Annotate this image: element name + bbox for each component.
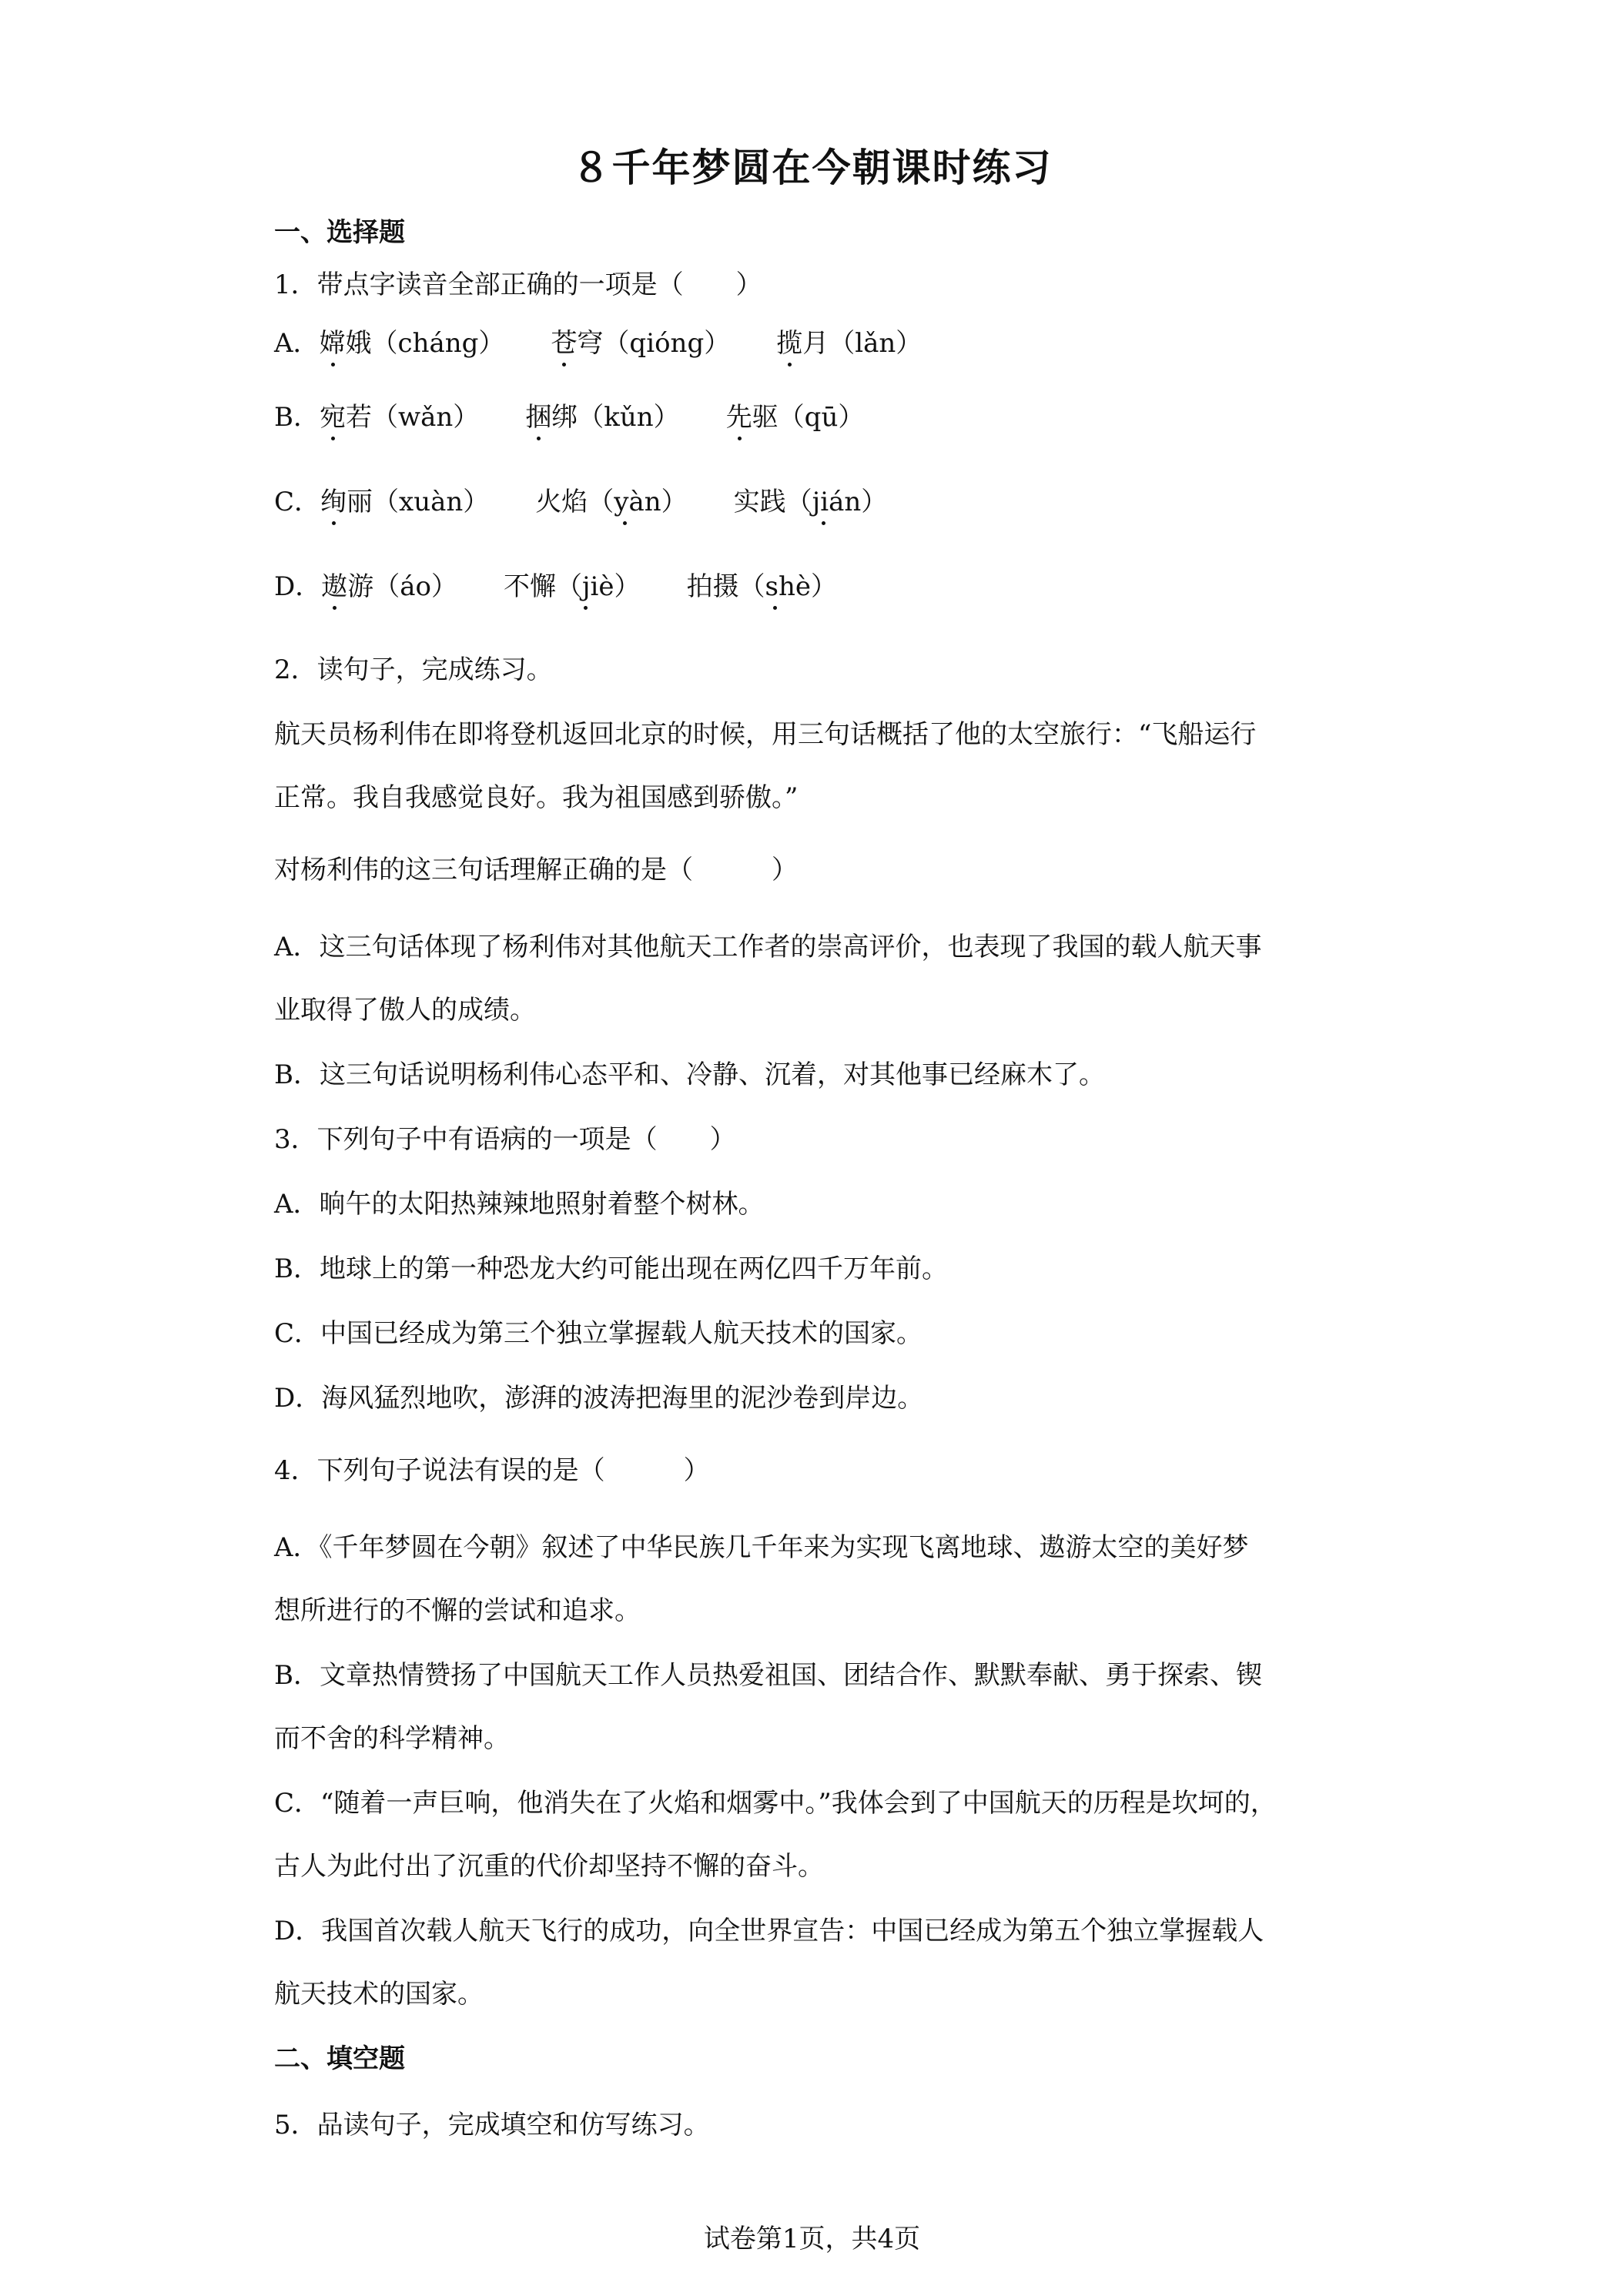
question-1-option-a: A．嫦娥（cháng） 苍穹（qióng） 揽月（lǎn） [274,328,922,359]
question-2-ask: 对杨利伟的这三句话理解正确的是（ ） [274,855,798,885]
question-4-option-d-line-2: 航天技术的国家。 [274,1979,484,2010]
dotted-char: 摄（shè） [712,571,838,602]
question-4-option-b-line-2: 而不舍的科学精神。 [274,1723,510,1754]
section-heading-choice: 一、选择题 [274,217,405,248]
dotted-char: 遨 [321,571,348,602]
page-title: ８千年梦圆在今朝课时练习 [571,146,1053,190]
question-2-passage-line-1: 航天员杨利伟在即将登机返回北京的时候，用三句话概括了他的太空旅行：“飞船运行 [274,719,1257,750]
question-2-passage-line-2: 正常。我自我感觉良好。我为祖国感到骄傲。” [274,782,799,813]
dotted-char: 绚 [320,487,347,517]
section-heading-fill: 二、填空题 [274,2043,405,2074]
question-2-option-a-line-2: 业取得了傲人的成绩。 [274,995,536,1026]
question-5-stem: 5．品读句子，完成填空和仿写练习。 [274,2110,710,2140]
question-2-option-b: B．这三句话说明杨利伟心态平和、冷静、沉着，对其他事已经麻木了。 [274,1059,1105,1090]
question-4-option-a-line-2: 想所进行的不懈的尝试和追求。 [274,1595,641,1626]
question-3-option-d: D．海风猛烈地吹，澎湃的波涛把海里的泥沙卷到岸边。 [274,1383,924,1414]
dotted-char: 先 [725,402,752,433]
question-4-option-a-line-1: A．《千年梦圆在今朝》叙述了中华民族几千年来为实现飞离地球、遨游太空的美好梦 [274,1532,1249,1563]
question-4-option-c-line-2: 古人为此付出了沉重的代价却坚持不懈的奋斗。 [274,1851,824,1882]
dotted-char: 宛 [320,402,346,433]
question-4-option-d-line-1: D．我国首次载人航天飞行的成功，向全世界宣告：中国已经成为第五个独立掌握载人 [274,1916,1264,1946]
dotted-char: 捆 [525,402,552,433]
question-3-option-a: A．晌午的太阳热辣辣地照射着整个树林。 [274,1189,765,1220]
question-4-stem: 4．下列句子说法有误的是（ ） [274,1455,710,1486]
question-2-option-a-line-1: A．这三句话体现了杨利伟对其他航天工作者的崇高评价，也表现了我国的载人航天事 [274,932,1262,962]
question-1-option-b: B．宛若（wǎn） 捆绑（kǔn） 先驱（qū） [274,402,865,433]
question-4-option-c-line-1: C．“随着一声巨响，他消失在了火焰和烟雾中。”我体会到了中国航天的历程是坎坷的， [274,1788,1277,1819]
dotted-char: 焰（yàn） [561,487,688,517]
dotted-char: 嫦 [319,328,346,359]
question-2-stem: 2．读句子，完成练习。 [274,654,553,685]
question-3-option-c: C．中国已经成为第三个独立掌握载人航天技术的国家。 [274,1318,923,1349]
question-4-option-b-line-1: B．文章热情赞扬了中国航天工作人员热爱祖国、团结合作、默默奉献、勇于探索、锲 [274,1660,1262,1691]
dotted-char: 践（jián） [759,487,888,517]
dotted-char: 揽 [776,328,803,359]
page-footer: 试卷第1页，共4页 [703,2224,921,2254]
question-1-option-d: D．遨游（áo） 不懈（jiè） 拍摄（shè） [274,571,838,602]
question-1-stem: 1．带点字读音全部正确的一项是（ ） [274,269,762,300]
question-3-option-b: B．地球上的第一种恐龙大约可能出现在两亿四千万年前。 [274,1253,948,1284]
dotted-char: 苍 [551,328,578,359]
question-3-stem: 3．下列句子中有语病的一项是（ ） [274,1124,736,1155]
dotted-char: 懈（jiè） [530,571,641,602]
question-1-option-c: C．绚丽（xuàn） 火焰（yàn） 实践（jián） [274,487,888,517]
